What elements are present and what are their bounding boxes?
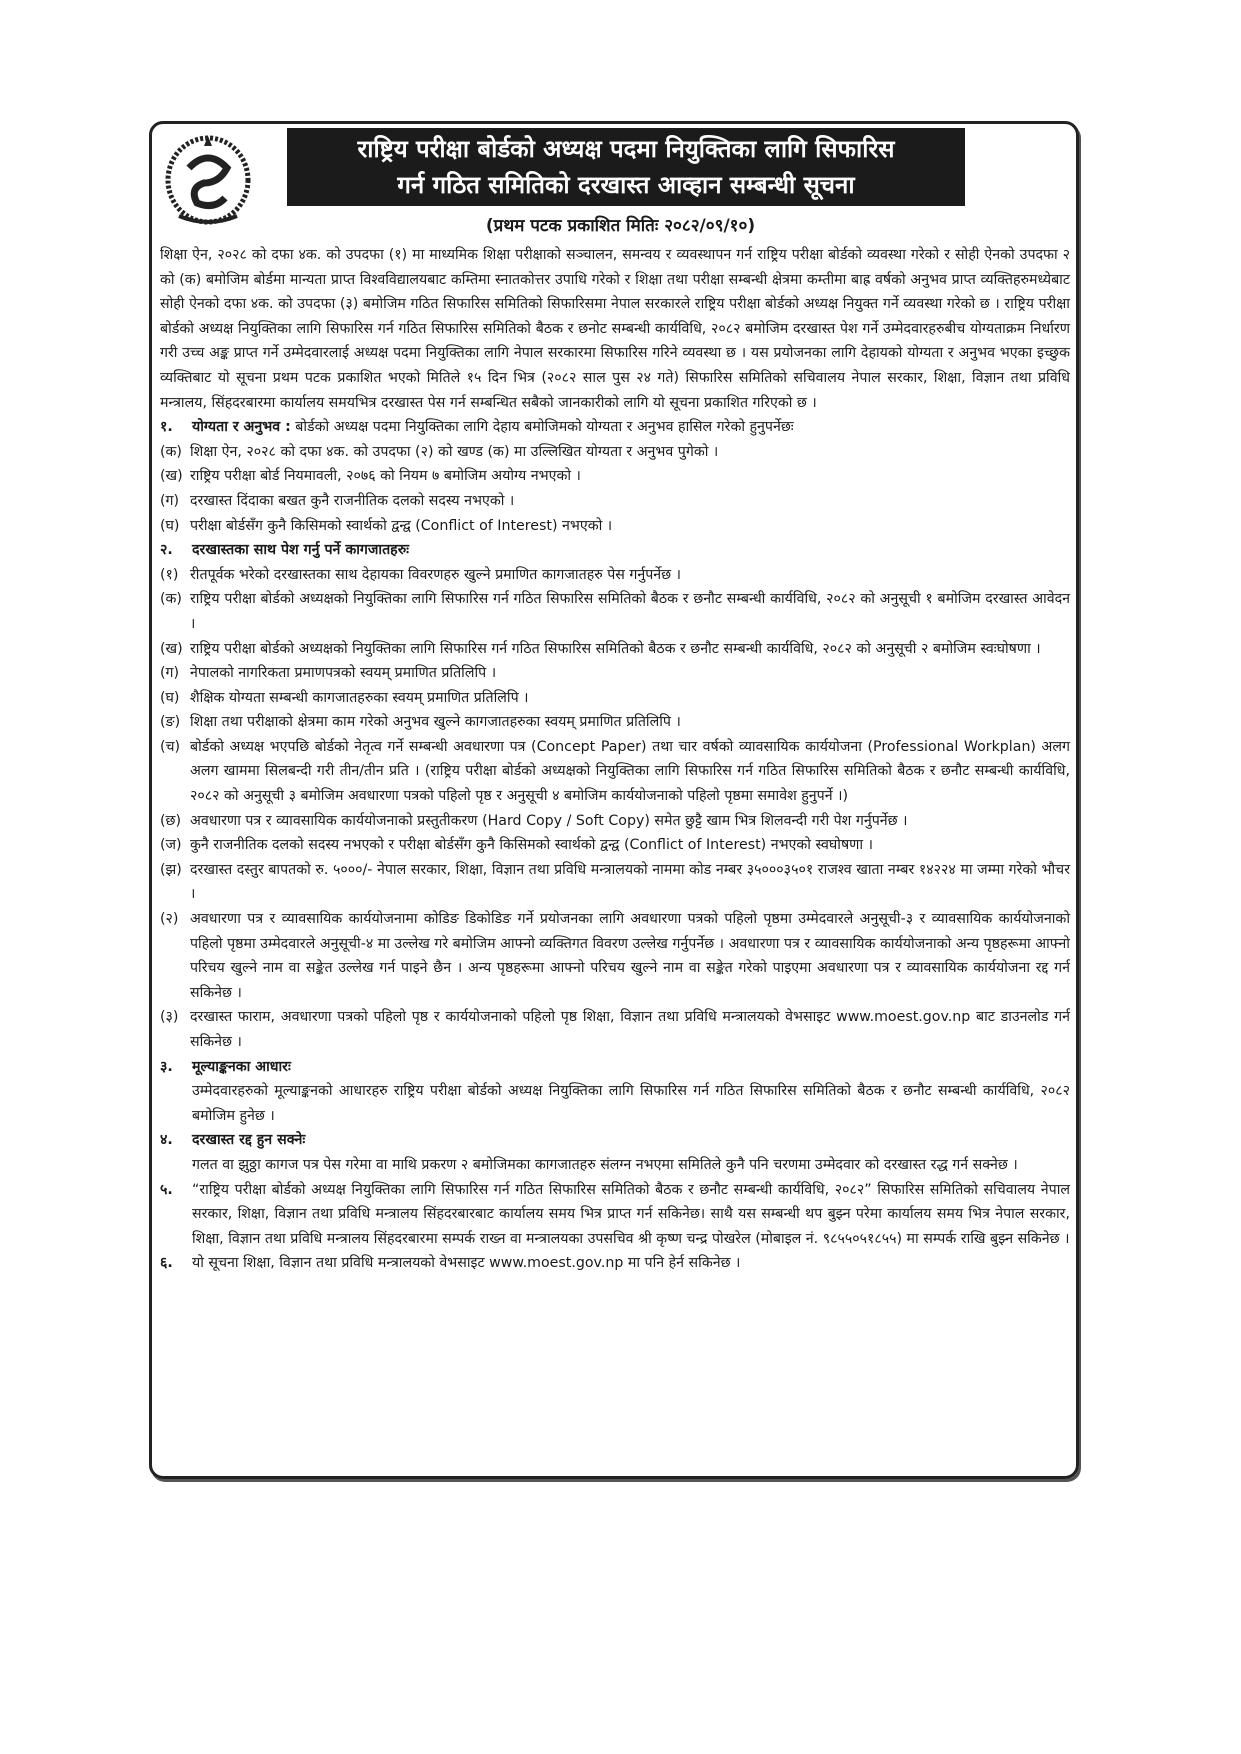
list-item	[160, 563, 1070, 588]
section-heading: दरखास्त रद्द हुन सक्नेः	[192, 1132, 306, 1149]
item-text: कुनै राजनीतिक दलको सदस्य नभएको र परीक्षा बोर्डसँग कुनै किसिमको स्वार्थको द्वन्द्व (Conflict of Interest) नभएको स्वघोषणा ।	[190, 837, 873, 854]
list-item	[160, 686, 1070, 711]
section-2	[160, 538, 1070, 563]
section-number: ६.	[160, 1255, 173, 1272]
section-lead: बोर्डको अध्यक्ष पदमा नियुक्तिका लागि देहाय बमोजिमको योग्यता र अनुभव हासिल गरेको हुनुपर्नेछः	[290, 419, 794, 436]
section-paragraph: उम्मेदवारहरुको मूल्याङ्कनको आधारहरु राष्ट्रिय परीक्षा बोर्डको अध्यक्ष नियुक्तिका लागि सिफारिस गर्न गठित सिफारिस समितिको बैठक र छनौट सम्बन्धी कार्यविधि, २०८२ बमोजिम हुनेछ ।	[192, 1083, 1070, 1124]
item-text: दरखास्त फाराम, अवधारणा पत्रको पहिलो पृष्ठ र कार्ययोजनाको पहिलो पृष्ठ शिक्षा, विज्ञान तथा प्रविधि मन्त्रालयको वेभसाइट www.moest.gov.np बाट डाउनलोड गर्न सकिनेछ ।	[190, 1009, 1070, 1050]
list-item	[160, 1005, 1070, 1054]
section-1	[160, 415, 1070, 440]
notice-body	[160, 243, 1070, 1276]
section-4	[160, 1128, 1070, 1177]
item-text: अवधारणा पत्र र व्यावसायिक कार्ययोजनाको प्रस्तुतीकरण (Hard Copy / Soft Copy) समेत छुट्टै खाम भित्र शिलवन्दी गरी पेश गर्नुपर्नेछ ।	[190, 812, 908, 829]
section-number: १.	[160, 419, 173, 436]
section-lead: “राष्ट्रिय परीक्षा बोर्डको अध्यक्ष नियुक्तिका लागि सिफारिस गर्न गठित सिफारिस समितिको बैठक र छनौट सम्बन्धी कार्यविधि, २०८२” सिफारिस समितिको सचिवालय नेपाल सरकार, शिक्षा, विज्ञान तथा प्रविधि मन्त्रालय सिंहदरबारबाट कार्यालय समय भित्र प्राप्त गर्न सकिनेछ। साथै यस सम्बन्धी थप बुझ्न परेमा कार्यालय समय भित्र नेपाल सरकार, शिक्षा, विज्ञान तथा प्रविधि मन्त्रालय सिंहदरबारमा सम्पर्क राख्न वा मन्त्रालयका उपसचिव श्री कृष्ण चन्द्र पोखरेल (मोबाइल नं. ९८५५०५१८५५) मा सम्पर्क राखि बुझ्न सकिनेछ ।	[192, 1181, 1070, 1247]
section-heading: मूल्याङ्कनका आधारः	[192, 1058, 291, 1075]
list-item	[160, 440, 1070, 465]
list-item	[160, 464, 1070, 489]
item-text: शैक्षिक योग्यता सम्बन्धी कागजातहरुका स्वयम् प्रमाणित प्रतिलिपि ।	[190, 689, 529, 706]
item-text: शिक्षा ऐन, २०२८ को दफा ४क. को उपदफा (२) को खण्ड (क) मा उल्लिखित योग्यता र अनुभव पुगेको ।	[190, 443, 719, 460]
title-line-1: राष्ट्रिय परीक्षा बोर्डको अध्यक्ष पदमा नियुक्तिका लागि सिफारिस	[357, 135, 895, 163]
item-label: (क)	[160, 591, 182, 608]
item-label: (ख)	[160, 468, 183, 485]
item-label: (१)	[160, 566, 179, 583]
notice-title	[287, 128, 965, 206]
list-item	[160, 710, 1070, 735]
item-label: (ग)	[160, 665, 180, 682]
list-item	[160, 833, 1070, 858]
item-label: (च)	[160, 738, 181, 755]
section-3	[160, 1055, 1070, 1129]
list-item	[160, 587, 1070, 636]
list-item	[160, 809, 1070, 834]
section-number: २.	[160, 542, 173, 559]
section-6	[160, 1251, 1070, 1276]
item-label: (घ)	[160, 689, 180, 706]
item-label: (घ)	[160, 517, 180, 534]
section-heading: दरखास्तका साथ पेश गर्नु पर्ने कागजातहरुः	[192, 542, 410, 559]
item-text: राष्ट्रिय परीक्षा बोर्डको अध्यक्षको नियुक्तिका लागि सिफारिस गर्न गठित सिफारिस समितिको बैठक र छनौट सम्बन्धी कार्यविधि, २०८२ को अनुसूची २ बमोजिम स्वःघोषणा ।	[190, 640, 1041, 657]
title-line-2: गर्न गठित समितिको दरखास्त आव्हान सम्बन्धी सूचना	[397, 171, 855, 199]
list-item	[160, 489, 1070, 514]
item-label: (२)	[160, 911, 179, 928]
item-label: (ग)	[160, 492, 180, 509]
item-label: (झ)	[160, 861, 182, 878]
section-number: ३.	[160, 1058, 173, 1075]
section-5	[160, 1178, 1070, 1252]
item-text: दरखास्त दस्तुर बापतको रु. ५०००/- नेपाल सरकार, शिक्षा, विज्ञान तथा प्रविधि मन्त्रालयको नाममा कोड नम्बर ३५०००३५०१ राजश्व खाता नम्बर १४२२४ मा जम्मा गरेको भौचर ।	[190, 861, 1070, 903]
section-lead: यो सूचना शिक्षा, विज्ञान तथा प्रविधि मन्त्रालयको वेभसाइट www.moest.gov.np मा पनि हेर्न सकिनेछ ।	[192, 1255, 741, 1272]
item-label: (ज)	[160, 837, 182, 854]
list-item	[160, 735, 1070, 809]
item-text: रीतपूर्वक भरेको दरखास्तका साथ देहायका विवरणहरु खुल्ने प्रमाणित कागजातहरु पेस गर्नुपर्नेछ ।	[190, 566, 682, 583]
list-item	[160, 661, 1070, 686]
item-label: (ङ)	[160, 714, 181, 731]
list-item	[160, 514, 1070, 539]
list-item	[160, 907, 1070, 1005]
item-text: परीक्षा बोर्डसँग कुनै किसिमको स्वार्थको द्वन्द्व (Conflict of Interest) नभएको ।	[190, 517, 613, 534]
list-item	[160, 637, 1070, 662]
item-label: (३)	[160, 1009, 179, 1026]
item-text: राष्ट्रिय परीक्षा बोर्ड नियमावली, २०७६ को नियम ७ बमोजिम अयोग्य नभएको ।	[190, 468, 581, 485]
section-number: ५.	[160, 1181, 173, 1198]
item-text: अवधारणा पत्र र व्यावसायिक कार्ययोजनामा कोडिङ डिकोडिङ गर्ने प्रयोजनका लागि अवधारणा पत्रको पहिलो पृष्ठमा उम्मेदवारले अनुसूची-३ र व्यावसायिक कार्ययोजनाको पहिलो पृष्ठमा उम्मेदवारले अनुसूची-४ मा उल्लेख गरे बमोजिम आफ्नो व्यक्तिगत विवरण उल्लेख गर्नुपर्नेछ । अवधारणा पत्र र व्यावसायिक कार्ययोजनाको अन्य पृष्ठहरूमा आफ्नो परिचय खुल्ने नाम वा सङ्केत उल्लेख गर्न पाइने छैन । अन्य पृष्ठहरूमा आफ्नो परिचय खुल्ने नाम वा सङ्केत गरेको पाइएमा अवधारणा पत्र र व्यावसायिक कार्ययोजना रद्द गर्न सकिनेछ ।	[190, 911, 1070, 1001]
section-heading: योग्यता र अनुभव :	[192, 419, 291, 436]
item-label: (क)	[160, 443, 182, 460]
item-label: (छ)	[160, 812, 182, 829]
item-label: (ख)	[160, 640, 183, 657]
item-text: शिक्षा तथा परीक्षाको क्षेत्रमा काम गरेको अनुभव खुल्ने कागजातहरुका स्वयम् प्रमाणित प्रतिलिपि ।	[190, 714, 681, 731]
intro-paragraph: शिक्षा ऐन, २०२८ को दफा ४क. को उपदफा (१) मा माध्यमिक शिक्षा परीक्षाको सञ्चालन, समन्वय र व्यवस्थापन गर्न राष्ट्रिय परीक्षा बोर्डको व्यवस्था गरेको र सोही ऐनको उपदफा २ को (क) बमोजिम बोर्डमा मान्यता प्राप्त विश्वविद्यालयबाट कम्तिमा स्नातकोत्तर उपाधि गरेको र शिक्षा तथा परीक्षा सम्बन्धी क्षेत्रमा कम्तीमा बाह्र वर्षको अनुभव प्राप्त व्यक्तिहरुमध्येबाट सोही ऐनको दफा ४क. को उपदफा (३) बमोजिम गठित सिफारिस समितिको सिफारिसमा नेपाल सरकारले राष्ट्रिय परीक्षा बोर्डको अध्यक्ष नियुक्त गर्ने व्यवस्था गरेको छ । राष्ट्रिय परीक्षा बोर्डको अध्यक्ष नियुक्तिका लागि सिफारिस गर्न गठित सिफारिस समितिको बैठक र छनोट सम्बन्धी कार्यविधि, २०८२ बमोजिम दरखास्त पेश गर्ने उम्मेदवारहरुबीच योग्यताक्रम निर्धारण गरी उच्च अङ्क प्राप्त गर्ने उम्मेदवारलाई अध्यक्ष पदमा नियुक्तिका लागि नेपाल सरकारमा सिफारिस गरिने व्यवस्था छ । यस प्रयोजनका लागि देहायको योग्यता र अनुभव भएका इच्छुक व्यक्तिबाट यो सूचना प्रथम पटक प्रकाशित भएको मितिले १५ दिन भित्र (२०८२ साल पुस २४ गते) सिफारिस समितिको सचिवालय नेपाल सरकार, शिक्षा, विज्ञान तथा प्रविधि मन्त्रालय, सिंहदरबारमा कार्यालय समयभित्र दरखास्त पेस गर्न सम्बन्धित सबैको जानकारीको लागि यो सूचना प्रकाशित गरिएको छ ।	[160, 247, 1070, 411]
section-number: ४.	[160, 1132, 173, 1149]
item-text: दरखास्त दिंदाका बखत कुनै राजनीतिक दलको सदस्य नभएको ।	[190, 492, 515, 509]
published-date: (प्रथम पटक प्रकाशित मितिः २०८२/०९/१०)	[485, 216, 756, 236]
item-text: नेपालको नागरिकता प्रमाणपत्रको स्वयम् प्रमाणित प्रतिलिपि ।	[190, 665, 497, 682]
item-text: राष्ट्रिय परीक्षा बोर्डको अध्यक्षको नियुक्तिका लागि सिफारिस गर्न गठित सिफारिस समितिको बैठक र छनौट सम्बन्धी कार्यविधि, २०८२ को अनुसूची १ बमोजिम दरखास्त आवेदन ।	[190, 591, 1070, 632]
list-item	[160, 858, 1070, 907]
section-paragraph: गलत वा झुठ्ठा कागज पत्र पेस गरेमा वा माथि प्रकरण २ बमोजिमका कागजातहरु संलग्न नभएमा समितिले कुनै पनि चरणमा उम्मेदवार को दरखास्त रद्ध गर्न सक्नेछ ।	[192, 1156, 1018, 1173]
item-text: बोर्डको अध्यक्ष भएपछि बोर्डको नेतृत्व गर्ने सम्बन्धी अवधारणा पत्र (Concept Paper) तथा चार वर्षको व्यावसायिक कार्ययोजना (Professional Workplan) अलग अलग खाममा सिलबन्दी गरी तीन/तीन प्रति । (राष्ट्रिय परीक्षा बोर्डको अध्यक्षको नियुक्तिका लागि सिफारिस गर्न गठित सिफारिस समितिको बैठक र छनौट सम्बन्धी कार्यविधि, २०८२ को अनुसूची ३ बमोजिम अवधारणा पत्रको पहिलो पृष्ठ र अनुसूची ४ बमोजिम कार्ययोजनाको पहिलो पृष्ठमा समावेश हुनुपर्ने ।)	[190, 738, 1070, 805]
